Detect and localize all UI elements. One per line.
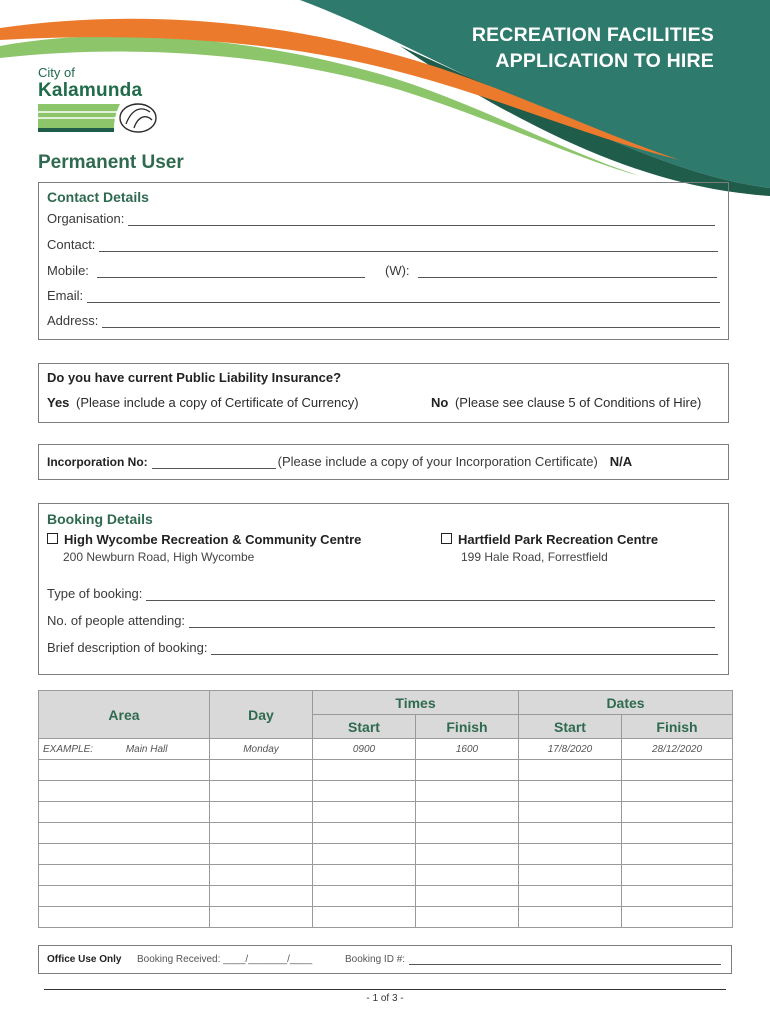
table-cell[interactable] (313, 844, 416, 865)
table-cell[interactable] (39, 760, 210, 781)
insurance-yes-label: Yes (47, 395, 70, 410)
table-cell[interactable] (313, 823, 416, 844)
table-cell[interactable] (519, 823, 622, 844)
booking-received-label: Booking Received: (137, 954, 221, 965)
booking-type-label: Type of booking: (47, 586, 143, 601)
booking-type-field[interactable] (47, 586, 715, 601)
logo-city-text: City of (38, 65, 75, 80)
checkbox-icon[interactable] (47, 533, 58, 544)
column-header-dates: Dates (519, 691, 733, 715)
table-row (39, 844, 733, 865)
table-cell[interactable] (313, 886, 416, 907)
contact-details-box (38, 182, 729, 340)
column-header-time-start: Start (313, 715, 416, 739)
example-row (39, 739, 733, 760)
city-logo (38, 66, 168, 138)
insurance-no-label: No (431, 395, 449, 410)
table-cell[interactable] (519, 760, 622, 781)
document-title (472, 22, 714, 74)
insurance-question: Do you have current Public Liability Insurance? (47, 370, 342, 385)
work-phone-field[interactable] (385, 263, 717, 278)
table-cell[interactable] (210, 823, 313, 844)
incorporation-box (38, 444, 729, 480)
example-time-finish: 1600 (416, 739, 519, 760)
table-row (39, 760, 733, 781)
table-cell[interactable] (622, 865, 733, 886)
column-header-date-finish: Finish (622, 715, 733, 739)
booking-received-blank: ____/_______/____ (223, 954, 313, 965)
table-cell[interactable] (519, 886, 622, 907)
table-cell[interactable] (39, 781, 210, 802)
mobile-field[interactable] (47, 263, 365, 278)
booking-details-box (38, 503, 729, 675)
venue1-name: High Wycombe Recreation & Community Centre (64, 532, 362, 547)
table-cell[interactable] (519, 907, 622, 928)
example-date-start: 17/8/2020 (519, 739, 622, 760)
section-title: Permanent User (38, 152, 184, 173)
table-cell[interactable] (622, 886, 733, 907)
table-cell[interactable] (416, 865, 519, 886)
checkbox-icon[interactable] (441, 533, 452, 544)
table-cell[interactable] (519, 865, 622, 886)
table-cell[interactable] (519, 844, 622, 865)
example-area-cell (39, 739, 210, 760)
table-cell[interactable] (416, 781, 519, 802)
table-cell[interactable] (210, 802, 313, 823)
booking-received-field[interactable] (137, 954, 312, 965)
table-row (39, 802, 733, 823)
table-cell[interactable] (313, 802, 416, 823)
table-cell[interactable] (622, 823, 733, 844)
logo-emblem-icon (38, 102, 160, 136)
table-row (39, 907, 733, 928)
table-cell[interactable] (416, 886, 519, 907)
column-header-time-finish: Finish (416, 715, 519, 739)
table-row (39, 781, 733, 802)
page-number: - 1 of 3 - (366, 993, 404, 1004)
example-date-finish: 28/12/2020 (622, 739, 733, 760)
logo-name-text: Kalamunda (38, 80, 143, 101)
venue2-address: 199 Hale Road, Forrestfield (461, 550, 608, 564)
contact-heading: Contact Details (47, 189, 149, 205)
column-header-area: Area (39, 691, 210, 739)
contact-field[interactable] (47, 237, 718, 252)
title-line-2: APPLICATION TO HIRE (495, 50, 714, 72)
footer-divider (44, 989, 726, 990)
table-cell[interactable] (39, 844, 210, 865)
table-cell[interactable] (39, 886, 210, 907)
organisation-label: Organisation: (47, 211, 125, 226)
table-cell[interactable] (39, 907, 210, 928)
title-line-1: RECREATION FACILITIES (471, 24, 714, 46)
column-header-date-start: Start (519, 715, 622, 739)
table-cell[interactable] (313, 907, 416, 928)
column-header-times: Times (313, 691, 519, 715)
incorporation-note: (Please include a copy of your Incorporation Certificate) (277, 454, 598, 469)
table-cell[interactable] (210, 760, 313, 781)
table-cell[interactable] (313, 865, 416, 886)
venue1-address: 200 Newburn Road, High Wycombe (63, 550, 255, 564)
office-use-box (38, 945, 732, 974)
table-cell[interactable] (622, 760, 733, 781)
table-cell[interactable] (39, 802, 210, 823)
contact-label: Contact: (47, 237, 96, 252)
table-row (39, 865, 733, 886)
table-row (39, 886, 733, 907)
mobile-label: Mobile: (47, 263, 89, 278)
insurance-box (38, 363, 729, 423)
booking-id-label: Booking ID #: (345, 954, 406, 965)
insurance-yes-option[interactable] (47, 395, 359, 410)
table-cell[interactable] (416, 802, 519, 823)
table-cell[interactable] (416, 907, 519, 928)
booking-heading: Booking Details (47, 511, 153, 527)
incorporation-label: Incorporation No: (47, 455, 148, 469)
office-use-label: Office Use Only (47, 954, 122, 965)
organisation-field[interactable] (47, 211, 715, 226)
incorporation-na[interactable]: N/A (609, 454, 633, 469)
venue-option-high-wycombe[interactable] (47, 532, 361, 547)
email-label: Email: (47, 288, 84, 303)
table-cell[interactable] (210, 781, 313, 802)
table-cell[interactable] (622, 907, 733, 928)
table-row (39, 823, 733, 844)
table-cell[interactable] (39, 823, 210, 844)
table-cell[interactable] (313, 781, 416, 802)
incorporation-field[interactable] (47, 454, 632, 469)
example-area: Main Hall (125, 743, 168, 755)
address-field[interactable] (47, 313, 720, 328)
venue-option-hartfield[interactable] (441, 532, 658, 547)
table-cell[interactable] (416, 823, 519, 844)
example-time-start: 0900 (313, 739, 416, 760)
table-cell[interactable] (622, 802, 733, 823)
insurance-no-note: (Please see clause 5 of Conditions of Hire) (454, 395, 702, 410)
work-phone-label: (W): (385, 263, 410, 278)
table-cell[interactable] (210, 907, 313, 928)
people-attending-field[interactable] (47, 613, 715, 628)
booking-description-label: Brief description of booking: (47, 640, 208, 655)
example-day: Monday (210, 739, 313, 760)
table-cell[interactable] (622, 844, 733, 865)
table-cell[interactable] (210, 865, 313, 886)
example-label: EXAMPLE: (43, 743, 94, 755)
table-cell[interactable] (39, 865, 210, 886)
column-header-day: Day (210, 691, 313, 739)
address-label: Address: (47, 313, 99, 328)
booking-schedule-table (38, 690, 733, 928)
people-attending-label: No. of people attending: (47, 613, 186, 628)
venue2-name: Hartfield Park Recreation Centre (458, 532, 659, 547)
table-cell[interactable] (313, 760, 416, 781)
table-cell[interactable] (622, 781, 733, 802)
table-cell[interactable] (210, 844, 313, 865)
table-cell[interactable] (519, 781, 622, 802)
booking-description-field[interactable] (47, 640, 718, 655)
email-field[interactable] (47, 288, 720, 303)
table-cell[interactable] (519, 802, 622, 823)
insurance-yes-note: (Please include a copy of Certificate of Currency) (76, 395, 359, 410)
table-cell[interactable] (416, 844, 519, 865)
booking-id-field[interactable] (345, 954, 721, 965)
table-cell[interactable] (210, 886, 313, 907)
insurance-no-option[interactable] (431, 395, 701, 410)
table-cell[interactable] (416, 760, 519, 781)
